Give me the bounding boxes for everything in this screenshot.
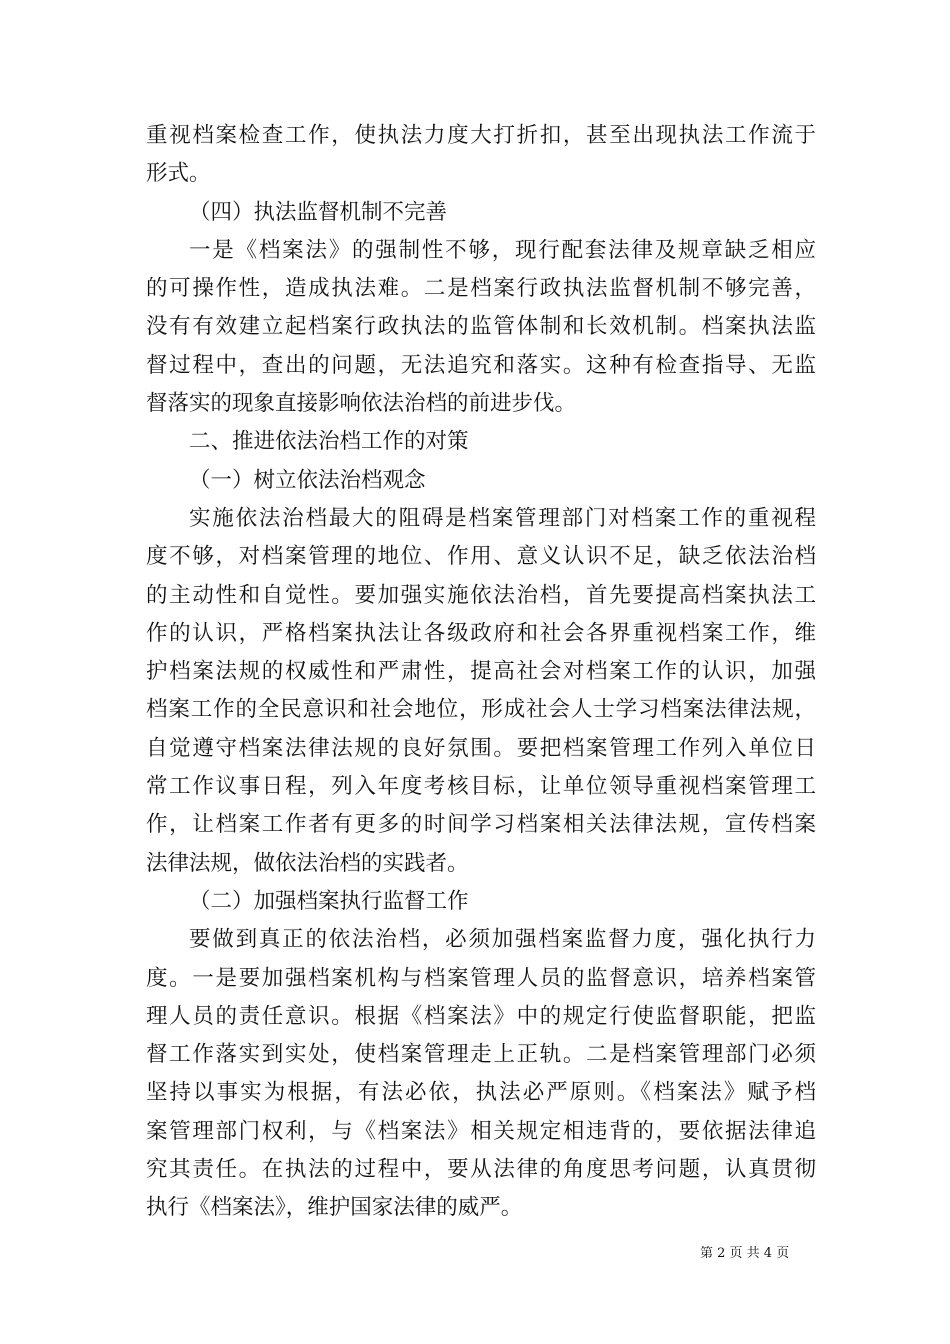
paragraph-line: 究其责任。在执法的过程中，要从法律的角度思考问题，认真贯彻 bbox=[146, 1157, 816, 1183]
paragraph-line: 案管理部门权利，与《档案法》相关规定相违背的，要依据法律追 bbox=[146, 1118, 816, 1144]
paragraph-line: 的可操作性，造成执法难。二是档案行政执法监督机制不够完善， bbox=[146, 276, 816, 302]
paragraph-line: 的主动性和自觉性。要加强实施依法治档，首先要提高档案执法工 bbox=[146, 582, 816, 608]
paragraph-line: 度不够，对档案管理的地位、作用、意义认识不足，缺乏依法治档 bbox=[146, 544, 816, 570]
document-body bbox=[146, 117, 816, 1228]
paragraph-line: 度。一是要加强档案机构与档案管理人员的监督意识，培养档案管 bbox=[146, 965, 816, 991]
section-heading: （一）树立依法治档观念 bbox=[189, 467, 426, 493]
paragraph-line: 形式。 bbox=[146, 161, 211, 187]
paragraph-line: 常工作议事日程，列入年度考核目标，让单位领导重视档案管理工 bbox=[146, 774, 816, 800]
section-heading: （四）执法监督机制不完善 bbox=[189, 199, 448, 225]
paragraph-line: 督过程中，查出的问题，无法追究和落实。这种有检查指导、无监 bbox=[146, 352, 816, 378]
paragraph-line: 理人员的责任意识。根据《档案法》中的规定行使监督职能，把监 bbox=[146, 1003, 816, 1029]
paragraph-line: 要做到真正的依法治档，必须加强档案监督力度，强化执行力 bbox=[189, 927, 816, 953]
paragraph-line: 档案工作的全民意识和社会地位，形成社会人士学习档案法律法规， bbox=[146, 697, 816, 723]
paragraph-line: 执行《档案法》，维护国家法律的威严。 bbox=[146, 1195, 523, 1221]
paragraph-line: 实施依法治档最大的阻碍是档案管理部门对档案工作的重视程 bbox=[189, 505, 816, 531]
page-number-footer: 第 2 页 共 4 页 bbox=[700, 1246, 790, 1261]
paragraph-line: 护档案法规的权威性和严肃性，提高社会对档案工作的认识，加强 bbox=[146, 659, 816, 685]
paragraph-line: 法律法规，做依法治档的实践者。 bbox=[146, 850, 469, 876]
paragraph-line: 坚持以事实为根据，有法必依，执法必严原则。《档案法》赋予档 bbox=[146, 1080, 816, 1106]
paragraph-line: 督工作落实到实处，使档案管理走上正轨。二是档案管理部门必须 bbox=[146, 1042, 816, 1068]
paragraph-line: 重视档案检查工作，使执法力度大打折扣，甚至出现执法工作流于 bbox=[146, 123, 816, 148]
paragraph-line: 没有有效建立起档案行政执法的监管体制和长效机制。档案执法监 bbox=[146, 314, 816, 340]
paragraph-line: 自觉遵守档案法律法规的良好氛围。要把档案管理工作列入单位日 bbox=[146, 735, 816, 761]
paragraph-line: 一是《档案法》的强制性不够，现行配套法律及规章缺乏相应 bbox=[189, 237, 816, 263]
section-heading: （二）加强档案执行监督工作 bbox=[189, 888, 469, 914]
paragraph-line: 作的认识，严格档案执法让各级政府和社会各界重视档案工作，维 bbox=[146, 620, 816, 646]
section-heading: 二、推进依法治档工作的对策 bbox=[189, 429, 469, 455]
paragraph-line: 督落实的现象直接影响依法治档的前进步伐。 bbox=[146, 391, 577, 417]
paragraph-line: 作，让档案工作者有更多的时间学习档案相关法律法规，宣传档案 bbox=[146, 812, 816, 838]
